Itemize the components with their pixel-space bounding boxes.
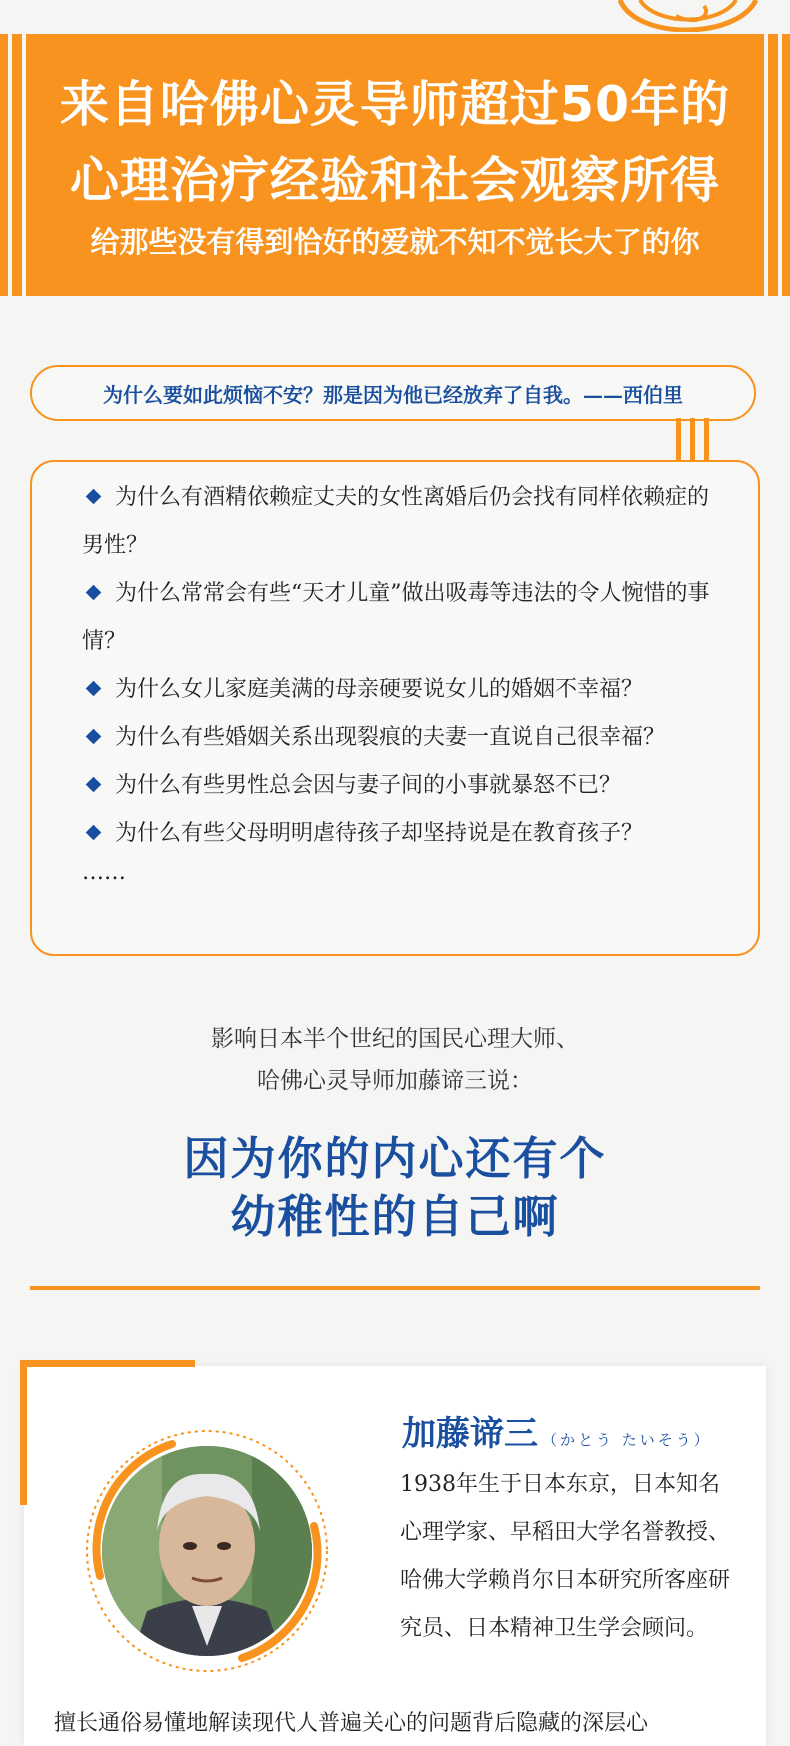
header-subtitle: 给那些没有得到恰好的爱就不知不觉长大了的你 xyxy=(90,225,700,259)
header-banner xyxy=(0,34,790,296)
banner-stripe xyxy=(764,34,768,296)
questions-list xyxy=(82,474,722,888)
diamond-bullet-icon xyxy=(86,585,102,601)
diamond-bullet-icon xyxy=(86,777,102,793)
question-text: 为什么有酒精依赖症丈夫的女性离婚后仍会找有同样依赖症的男性？ xyxy=(82,485,710,558)
question-text: 为什么有些婚姻关系出现裂痕的夫妻一直说自己很幸福？ xyxy=(115,725,666,750)
question-item xyxy=(82,570,722,666)
question-text: 为什么有些父母明明虐待孩子却坚持说是在教育孩子？ xyxy=(115,821,644,846)
question-item xyxy=(82,762,722,810)
card-corner-accent xyxy=(20,1360,27,1505)
intro-line1: 影响日本半个世纪的国民心理大师、 xyxy=(211,1026,579,1052)
card-corner-accent xyxy=(20,1360,195,1367)
question-item xyxy=(82,474,722,570)
decorative-swirl-icon xyxy=(616,0,766,32)
headline-line1: 因为你的内心还有个 xyxy=(183,1132,607,1185)
quote-pill xyxy=(30,365,756,421)
section-divider xyxy=(30,1286,760,1290)
intro-line2: 哈佛心灵导师加藤谛三说： xyxy=(257,1068,533,1094)
diamond-bullet-icon xyxy=(86,729,102,745)
headline-line2: 幼稚性的自己啊 xyxy=(230,1190,560,1243)
quote-text: 为什么要如此烦恼不安？那是因为他已经放弃了自我。——西伯里 xyxy=(103,382,683,407)
diamond-bullet-icon xyxy=(86,489,102,505)
question-item xyxy=(82,714,722,762)
question-text: 为什么女儿家庭美满的母亲硬要说女儿的婚姻不幸福？ xyxy=(115,677,644,702)
author-name-block xyxy=(402,1406,712,1455)
question-item xyxy=(82,810,722,858)
banner-stripe xyxy=(778,34,782,296)
questions-ellipsis: …… xyxy=(82,860,126,885)
question-item xyxy=(82,666,722,714)
diamond-bullet-icon xyxy=(86,681,102,697)
author-portrait-image xyxy=(102,1446,312,1656)
header-title-line2: 心理治疗经验和社会观察所得 xyxy=(69,152,720,209)
questions-box xyxy=(30,460,760,956)
author-bio-continued: 擅长通俗易懂地解读现代人普遍关心的问题背后隐藏的深层心 xyxy=(54,1711,649,1736)
question-text: 为什么有些男性总会因与妻子间的小事就暴怒不已？ xyxy=(115,773,622,798)
header-title-line1: 来自哈佛心灵导师超过50年的 xyxy=(59,76,731,133)
author-portrait xyxy=(102,1446,312,1656)
diamond-bullet-icon xyxy=(86,825,102,841)
banner-stripe xyxy=(22,34,26,296)
question-text: 为什么常常会有些“天才儿童”做出吸毒等违法的令人惋惜的事情？ xyxy=(82,581,710,654)
banner-stripe xyxy=(8,34,12,296)
author-reading: （かとう たいそう） xyxy=(542,1431,712,1449)
author-name: 加藤谛三 xyxy=(402,1414,538,1454)
author-bio: 1938年生于日本东京，日本知名心理学家、早稻田大学名誉教授、哈佛大学赖肖尔日本研究所客座研究员、日本精神卫生学会顾问。 xyxy=(400,1472,731,1641)
